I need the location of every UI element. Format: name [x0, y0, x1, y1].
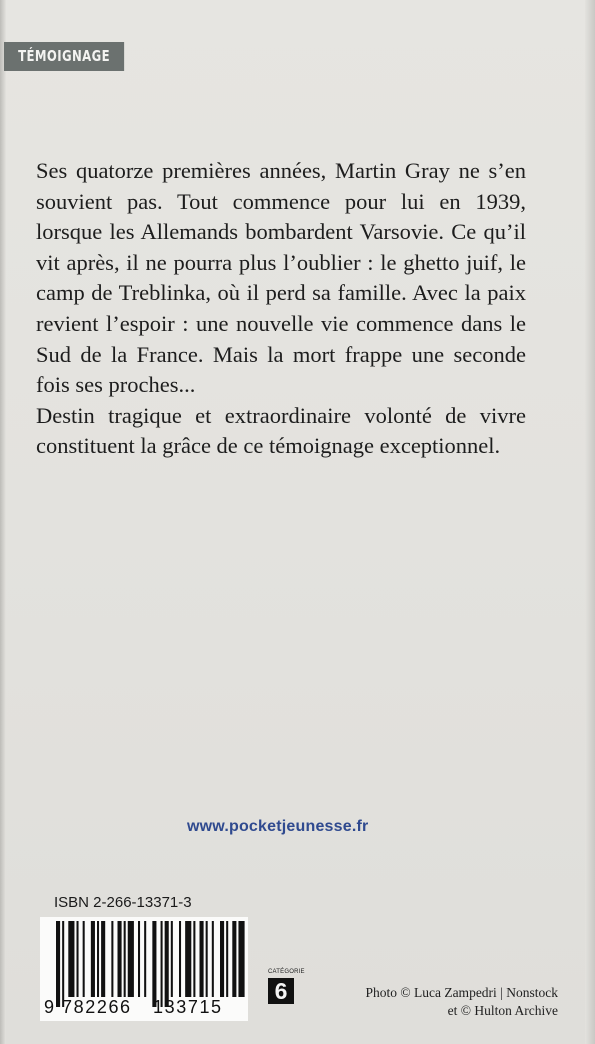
barcode-left-group: 782266 — [62, 997, 132, 1017]
barcode-bar — [97, 921, 99, 997]
barcode-bar — [206, 921, 208, 997]
category-number: 6 — [268, 978, 294, 1004]
barcode-bar — [193, 921, 195, 997]
barcode-bar — [232, 921, 236, 997]
barcode-right-group: 133715 — [153, 997, 223, 1017]
barcode-bar — [171, 921, 173, 997]
photo-credits — [326, 984, 558, 1020]
back-cover-blurb — [36, 156, 526, 462]
barcode-bar — [179, 921, 181, 997]
barcode-bar — [111, 921, 113, 997]
barcode-bar — [152, 921, 156, 1007]
barcode-bar — [62, 921, 64, 1007]
barcode-bar — [200, 921, 204, 997]
cover-right-edge — [585, 0, 595, 1044]
barcode-bar — [165, 921, 169, 1007]
barcode-bar — [238, 921, 244, 997]
barcode-bar — [83, 921, 85, 997]
barcode — [40, 917, 248, 1021]
barcode-bar — [185, 921, 191, 997]
barcode-bar — [91, 921, 95, 997]
blurb-paragraph-1: Ses quatorze premières années, Martin Gray ne s’en souvient pas. Tout commence pour lui en 1939, lorsque les Allemands bombardent Varsovie. Ce qu’il vit après, il ne pourra plus l’oublier : le ghetto juif, le camp de Treblinka, où il perd sa famille. Avec la paix revient l’espoir : une nouvelle vie commence dans le Sud de la France. Mais la mort frappe une seconde fois ses proches... — [36, 158, 526, 398]
barcode-first-digit: 9 — [44, 997, 55, 1017]
barcode-bar — [144, 921, 146, 997]
credits-line-1: Photo © Luca Zampedri | Nonstock — [365, 985, 558, 1000]
barcode-bar — [226, 921, 228, 997]
barcode-bar — [101, 921, 105, 997]
publisher-website-link[interactable]: www.pocketjeunesse.fr — [187, 818, 369, 835]
barcode-bar — [220, 921, 224, 997]
barcode-bar — [161, 921, 163, 1007]
cover-left-edge — [0, 0, 6, 1044]
blurb-paragraph-2: Destin tragique et extraordinaire volonté de vivre constituent la grâce de ce témoignage exceptionnel. — [36, 402, 526, 459]
barcode-bar — [128, 921, 134, 997]
barcode-bar — [212, 921, 214, 997]
credits-line-2: et © Hulton Archive — [447, 1003, 558, 1018]
barcode-bar — [118, 921, 122, 997]
age-category-badge — [268, 969, 305, 1004]
isbn-text: ISBN 2-266-13371-3 — [54, 894, 192, 911]
category-label: CATÉGORIE — [268, 969, 305, 975]
barcode-bar — [124, 921, 126, 997]
barcode-bar — [138, 921, 140, 997]
barcode-bar — [77, 921, 79, 997]
barcode-bar — [56, 921, 60, 1007]
series-tag: TÉMOIGNAGE — [4, 42, 124, 71]
barcode-digits — [40, 997, 248, 1019]
barcode-bar — [68, 921, 74, 997]
